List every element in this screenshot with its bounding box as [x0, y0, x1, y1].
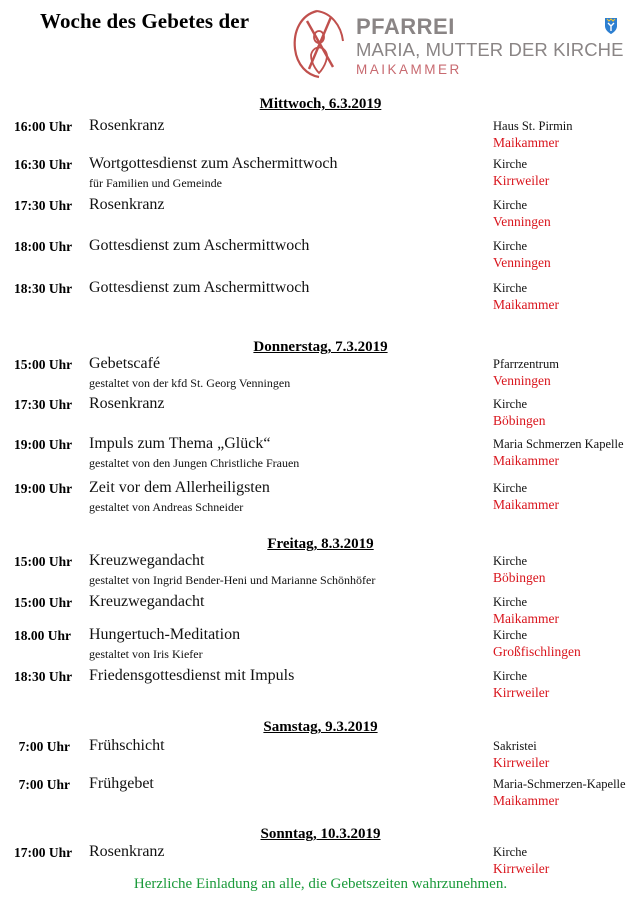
document-title: Woche des Gebetes der [40, 9, 250, 33]
event-title: Kreuzwegandacht [89, 552, 205, 569]
event-town: Böbingen [493, 413, 546, 428]
invitation-footer: Herzliche Einladung an alle, die Gebetszeiten wahrzunehmen. [133, 876, 508, 892]
event-title: Impuls zum Thema „Glück“ [89, 435, 271, 452]
event-place: Kirche [493, 845, 528, 859]
event-title: Gottesdienst zum Aschermittwoch [89, 279, 310, 296]
event-time: 18:30 Uhr [14, 669, 73, 684]
diocese-crest-icon [604, 17, 618, 35]
event-row [0, 157, 641, 197]
event-subtitle: gestaltet von Andreas Schneider [89, 500, 244, 514]
event-subtitle: gestaltet von der kfd St. Georg Venningen [89, 376, 291, 390]
event-time: 7:00 Uhr [18, 777, 70, 792]
event-time: 18.00 Uhr [14, 628, 71, 643]
event-time: 16:30 Uhr [14, 157, 73, 172]
event-town: Böbingen [493, 570, 546, 585]
event-town: Venningen [493, 214, 551, 229]
event-place: Kirche [493, 198, 528, 212]
logo-line-3: MAIKAMMER [356, 62, 462, 77]
parish-logo-icon [287, 7, 349, 81]
event-place: Haus St. Pirmin [493, 119, 573, 133]
event-title: Kreuzwegandacht [89, 593, 205, 610]
event-subtitle: gestaltet von Iris Kiefer [89, 647, 203, 661]
event-row [0, 554, 641, 594]
event-title: Frühschicht [89, 737, 165, 754]
event-row [0, 481, 641, 521]
event-time: 15:00 Uhr [14, 357, 73, 372]
event-town: Venningen [493, 255, 551, 270]
event-time: 17:30 Uhr [14, 397, 73, 412]
event-title: Zeit vor dem Allerheiligsten [89, 479, 270, 496]
event-time: 17:00 Uhr [14, 845, 73, 860]
event-title: Frühgebet [89, 775, 154, 792]
event-town: Maikammer [493, 453, 559, 468]
event-time: 18:00 Uhr [14, 239, 73, 254]
event-place: Maria Schmerzen Kapelle [493, 437, 624, 451]
event-place: Sakristei [493, 739, 537, 753]
event-place: Kirche [493, 628, 528, 642]
event-row [0, 777, 641, 817]
event-row [0, 281, 641, 321]
event-title: Gebetscafé [89, 355, 161, 372]
event-place: Kirche [493, 481, 528, 495]
event-place: Kirche [493, 554, 528, 568]
event-title: Rosenkranz [89, 395, 165, 412]
day-heading-friday: Freitag, 8.3.2019 [267, 536, 374, 552]
event-town: Maikammer [493, 497, 559, 512]
event-time: 19:00 Uhr [14, 437, 73, 452]
event-title: Wortgottesdienst zum Aschermittwoch [89, 155, 338, 172]
event-time: 7:00 Uhr [18, 739, 70, 754]
parish-logo-text [356, 15, 624, 79]
event-subtitle: für Familien und Gemeinde [89, 176, 222, 190]
event-title: Rosenkranz [89, 196, 165, 213]
event-subtitle: gestaltet von Ingrid Bender-Heni und Marianne Schönhöfer [89, 573, 376, 587]
day-heading-thursday: Donnerstag, 7.3.2019 [253, 339, 388, 355]
event-town: Maikammer [493, 135, 559, 150]
event-town: Maikammer [493, 297, 559, 312]
event-town: Kirrweiler [493, 685, 550, 700]
event-time: 15:00 Uhr [14, 595, 73, 610]
event-town: Venningen [493, 373, 551, 388]
event-town: Großfischlingen [493, 644, 581, 659]
event-row [0, 357, 641, 397]
event-town: Maikammer [493, 793, 559, 808]
event-time: 17:30 Uhr [14, 198, 73, 213]
event-row [0, 628, 641, 668]
event-row [0, 239, 641, 279]
event-time: 18:30 Uhr [14, 281, 73, 296]
event-time: 15:00 Uhr [14, 554, 73, 569]
day-heading-sunday: Sonntag, 10.3.2019 [260, 826, 381, 842]
event-town: Kirrweiler [493, 861, 550, 876]
event-title: Rosenkranz [89, 843, 165, 860]
event-place: Maria-Schmerzen-Kapelle [493, 777, 626, 791]
event-town: Kirrweiler [493, 173, 550, 188]
event-row [0, 397, 641, 437]
event-town: Kirrweiler [493, 755, 550, 770]
event-title: Friedensgottesdienst mit Impuls [89, 667, 295, 684]
event-place: Kirche [493, 157, 528, 171]
event-place: Kirche [493, 281, 528, 295]
logo-line-2: MARIA, MUTTER DER KIRCHE [356, 39, 624, 60]
event-place: Kirche [493, 669, 528, 683]
event-title: Hungertuch-Meditation [89, 626, 241, 643]
event-town: Maikammer [493, 611, 559, 626]
event-title: Rosenkranz [89, 117, 165, 134]
event-title: Gottesdienst zum Aschermittwoch [89, 237, 310, 254]
event-subtitle: gestaltet von den Jungen Christliche Frauen [89, 456, 300, 470]
day-heading-wednesday: Mittwoch, 6.3.2019 [259, 96, 382, 112]
event-place: Kirche [493, 239, 528, 253]
event-row [0, 739, 641, 779]
event-row [0, 198, 641, 238]
event-row [0, 437, 641, 477]
event-place: Kirche [493, 397, 528, 411]
event-row [0, 669, 641, 709]
event-place: Pfarrzentrum [493, 357, 559, 371]
event-row [0, 119, 641, 159]
event-time: 16:00 Uhr [14, 119, 73, 134]
logo-line-1: PFARREI [356, 14, 455, 39]
event-place: Kirche [493, 595, 528, 609]
event-time: 19:00 Uhr [14, 481, 73, 496]
day-heading-saturday: Samstag, 9.3.2019 [263, 719, 378, 735]
